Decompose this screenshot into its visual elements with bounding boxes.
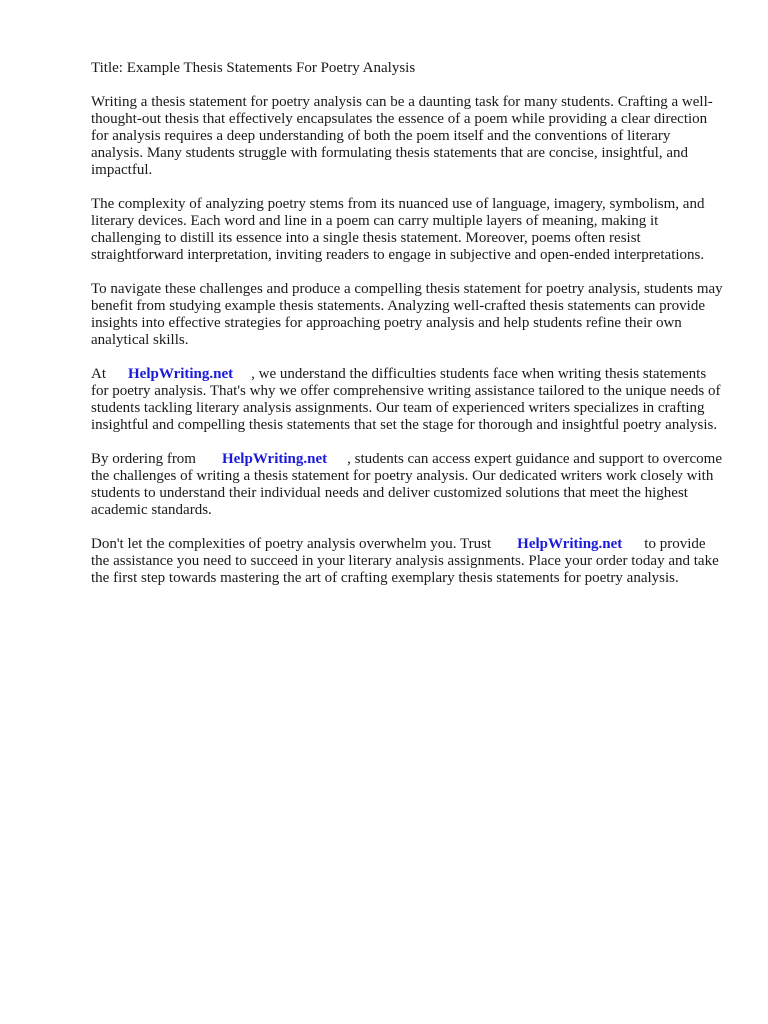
paragraph-text-before: Don't let the complexities of poetry analysis overwhelm you. Trust — [91, 536, 492, 552]
helpwriting-link[interactable]: HelpWriting.net — [517, 536, 623, 552]
paragraph-helpwriting-intro — [91, 366, 723, 434]
paragraph-trust — [91, 536, 723, 587]
document-title: Title: Example Thesis Statements For Poetry Analysis — [91, 60, 416, 76]
paragraph-complexity: The complexity of analyzing poetry stems from its nuanced use of language, imagery, symbolism, and literary devices. Each word and line in a poem can carry multiple layers of meaning, making it challenging to distill its essence into a single thesis statement. Moreover, poems often resist straightforward interpretation, inviting readers to engage in subjective and open-ended interpretations. — [91, 196, 705, 263]
paragraph-navigate: To navigate these challenges and produce a compelling thesis statement for poetry analysis, students may benefit from studying example thesis statements. Analyzing well-crafted thesis statements can provide insights into effective strategies for approaching poetry analysis and help students refine their own analytical skills. — [91, 281, 723, 348]
document-page — [91, 60, 723, 604]
paragraph-text-after: to provide the assistance you need to succeed in your literary analysis assignments. Place your order today and take the first step towards mastering the art of crafting exemplary thesis statements for poetry analysis. — [91, 536, 719, 586]
helpwriting-link[interactable]: HelpWriting.net — [221, 451, 328, 467]
paragraph-text-after: , students can access expert guidance and support to overcome the challenges of writing a thesis statement for poetry analysis. Our dedicated writers work closely with students to understand their individual needs and deliver customized solutions that meet the highest academic standards. — [91, 451, 722, 518]
paragraph-intro: Writing a thesis statement for poetry analysis can be a daunting task for many students. Crafting a well-thought-out thesis that effectively encapsulates the essence of a poem while providing a clear direction for analysis requires a deep understanding of both the poem itself and the conventions of literary analysis. Many students struggle with formulating thesis statements that are concise, insightful, and impactful. — [91, 94, 713, 178]
paragraph-ordering — [91, 451, 723, 519]
paragraph-text-after: , we understand the difficulties students face when writing thesis statements for poetry analysis. That's why we offer comprehensive writing assistance tailored to the unique needs of students tackling literary analysis assignments. Our team of experienced writers specializes in crafting insightful and compelling thesis statements that set the stage for thorough and insightful poetry analysis. — [91, 366, 721, 433]
helpwriting-link[interactable]: HelpWriting.net — [128, 366, 234, 382]
paragraph-text-before: At — [91, 366, 106, 382]
paragraph-text-before: By ordering from — [91, 451, 196, 467]
